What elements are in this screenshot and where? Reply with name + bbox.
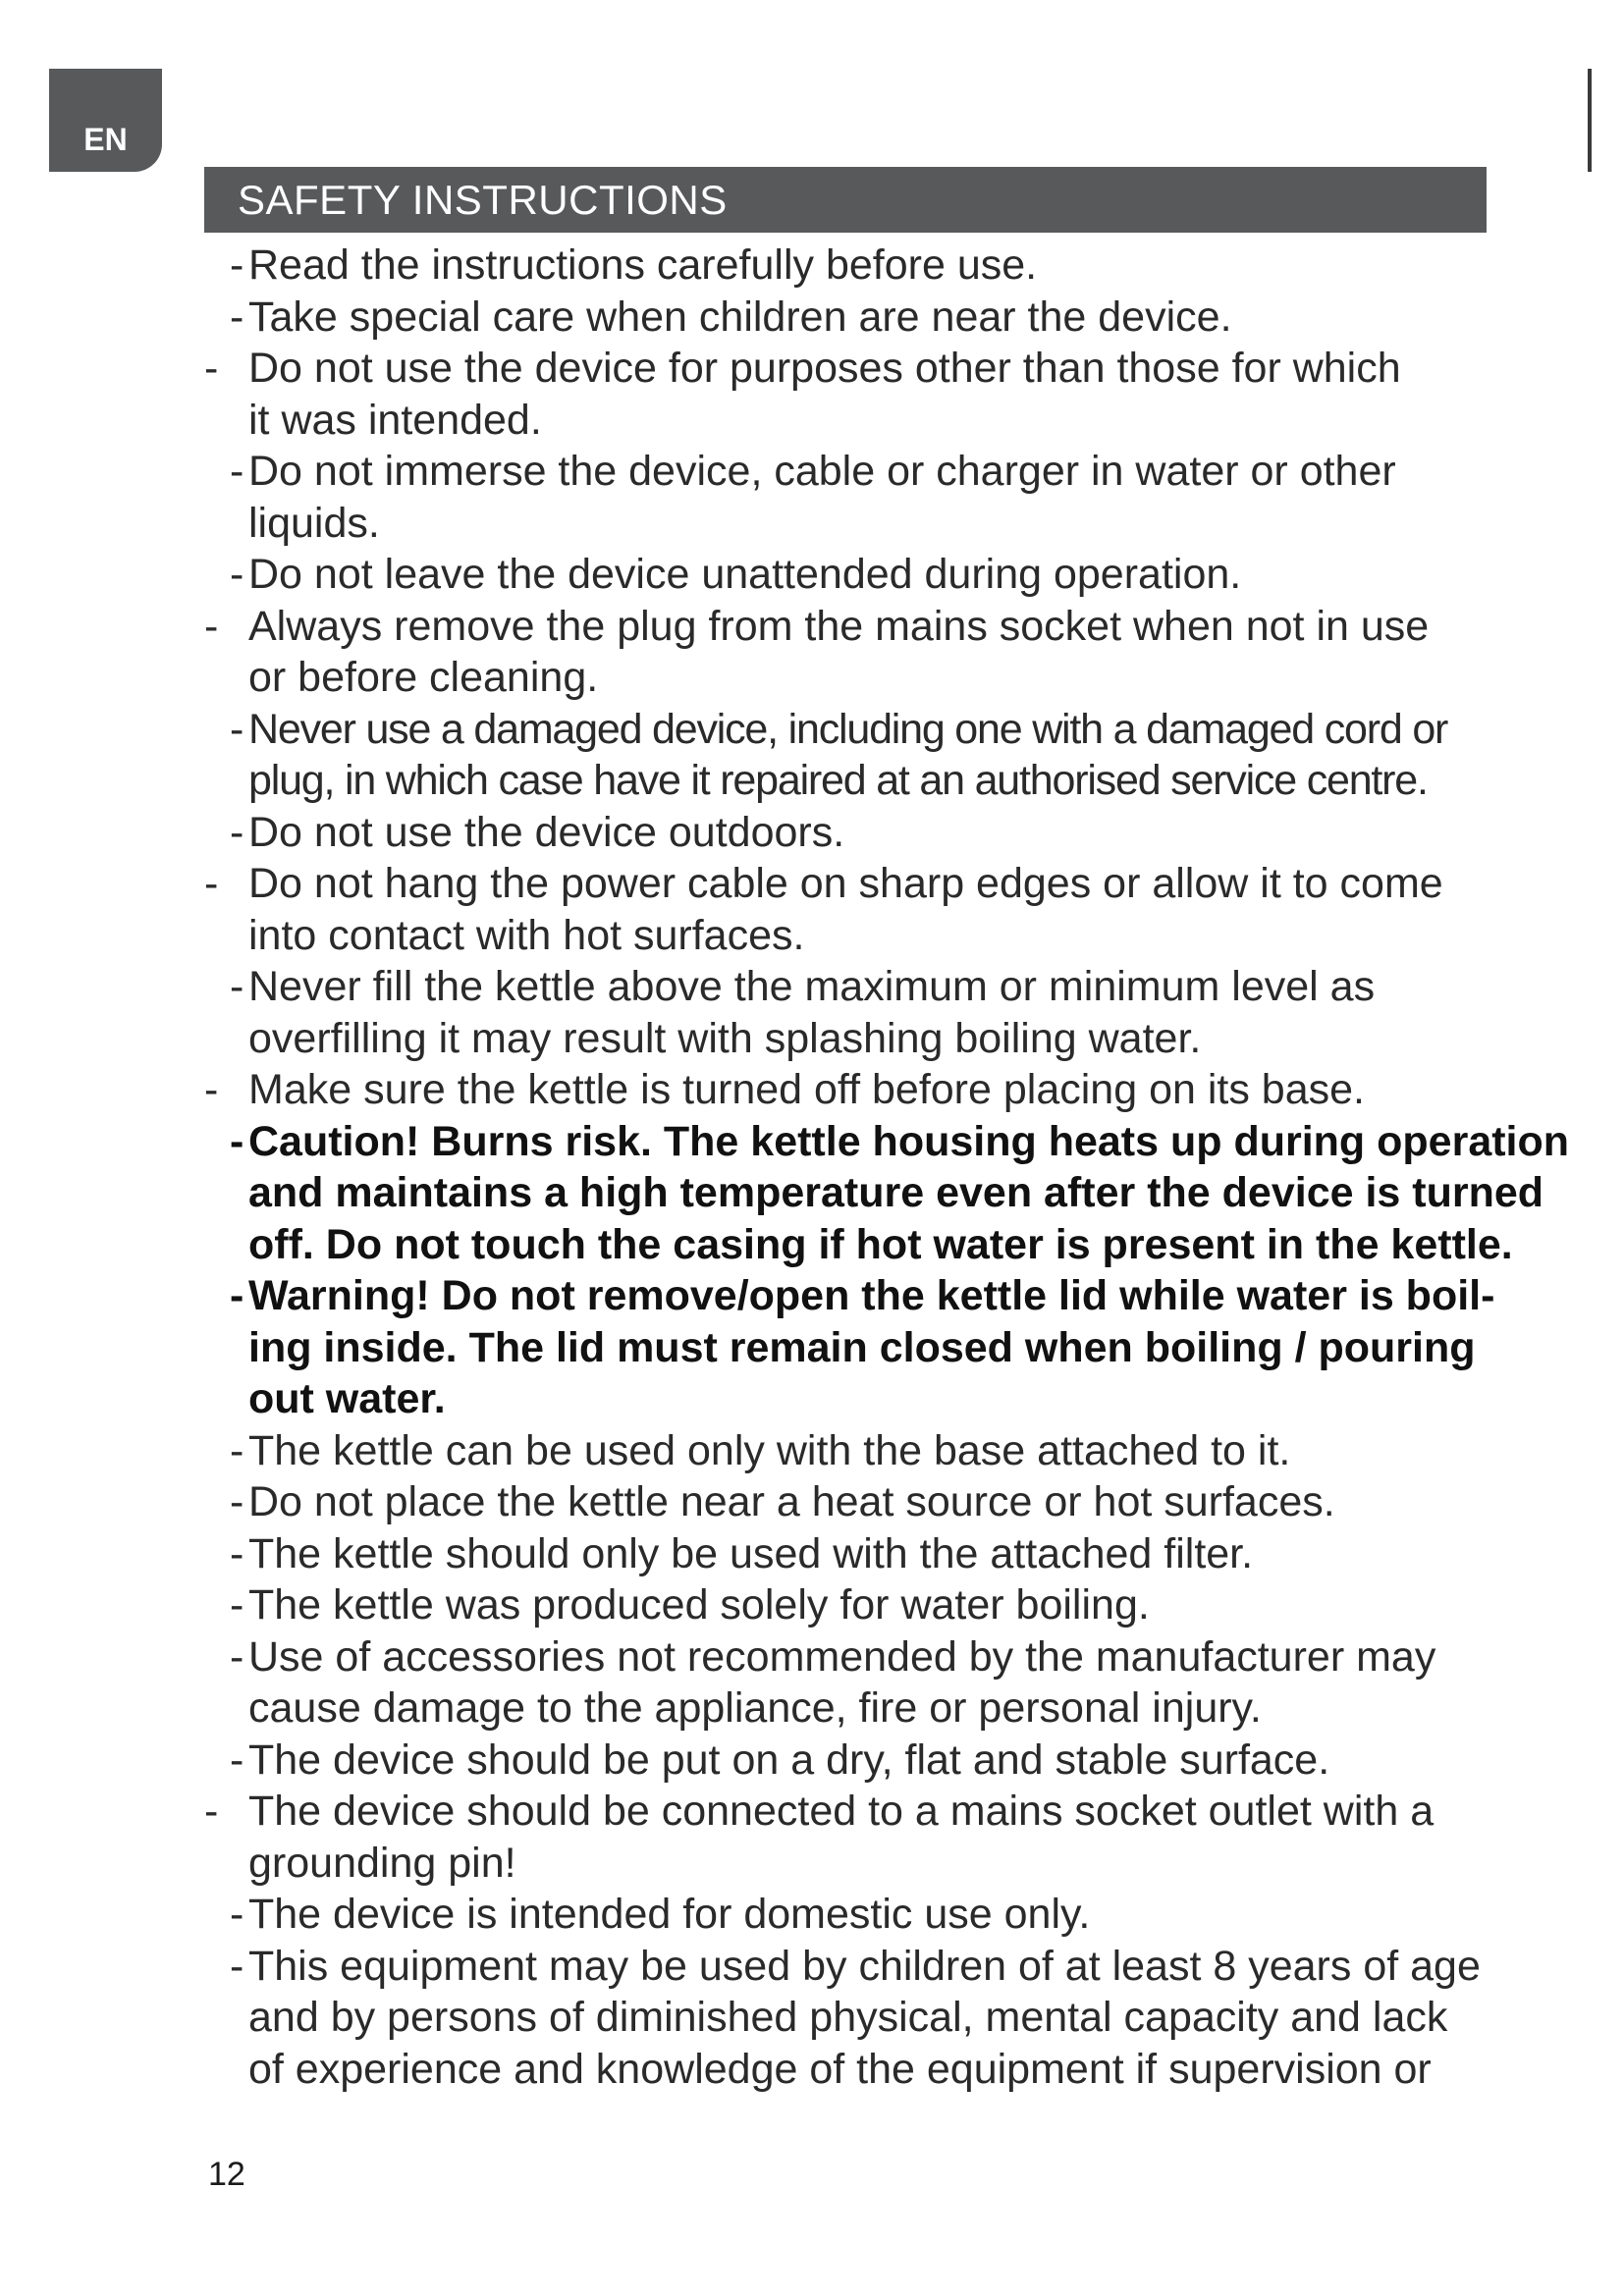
list-item-text	[248, 1631, 1532, 1735]
list-item-text	[248, 549, 1532, 601]
page-number: 12	[208, 2156, 245, 2193]
list-item-line: Never fill the kettle above the maximum or minimum level as	[248, 963, 1376, 1010]
list-item-line: Do not use the device for purposes other than those for which	[248, 345, 1401, 392]
list-item-text	[248, 446, 1532, 549]
bullet-dash: -	[230, 293, 244, 341]
section-title: SAFETY INSTRUCTIONS	[204, 167, 1487, 233]
list-item	[196, 1528, 1532, 1580]
bullet-dash: -	[204, 345, 219, 392]
list-item-text	[248, 240, 1532, 292]
list-item-line: or before cleaning.	[248, 654, 599, 701]
list-item	[196, 961, 1532, 1064]
bullet-dash: -	[230, 1942, 244, 1990]
bullet-dash: -	[230, 1529, 244, 1577]
bullet-dash: -	[230, 241, 244, 289]
list-item-line: out water.	[248, 1375, 446, 1422]
bullet-dash: -	[230, 1426, 244, 1474]
list-item-line: plug, in which case have it repaired at an authorised service centre.	[248, 757, 1428, 804]
list-item	[196, 807, 1532, 859]
list-item-text	[248, 1579, 1532, 1631]
list-item-line: Always remove the plug from the mains socket when not in use	[248, 602, 1430, 650]
list-item	[196, 601, 1532, 704]
list-item	[196, 1941, 1532, 2096]
list-item-line: Make sure the kettle is turned off before placing on its base.	[248, 1066, 1365, 1113]
list-item	[196, 240, 1532, 292]
list-item-text	[248, 1476, 1532, 1528]
list-item-text	[248, 1528, 1532, 1580]
list-item-text	[248, 343, 1532, 446]
bullet-dash: -	[230, 448, 244, 495]
list-item	[196, 549, 1532, 601]
bullet-dash: -	[204, 1788, 219, 1835]
list-item	[196, 446, 1532, 549]
list-item-text	[248, 961, 1532, 1064]
list-item-line: liquids.	[248, 499, 380, 547]
list-item	[196, 1735, 1532, 1787]
bullet-dash: -	[230, 1632, 244, 1681]
bullet-dash: -	[230, 1735, 244, 1784]
right-margin-rule	[1588, 69, 1592, 172]
list-item-line: Caution! Burns risk. The kettle housing heats up during operation	[248, 1117, 1570, 1165]
list-item	[196, 704, 1532, 807]
list-item-line: Do not hang the power cable on sharp edges or allow it to come	[248, 860, 1443, 907]
list-item-line: Do not immerse the device, cable or charger in water or other	[248, 448, 1396, 495]
list-item-text	[248, 1064, 1532, 1116]
list-item-line: off. Do not touch the casing if hot water is present in the kettle.	[248, 1220, 1513, 1268]
list-item	[196, 292, 1532, 344]
list-item	[196, 1889, 1532, 1941]
bullet-dash: -	[230, 551, 244, 598]
bullet-dash: -	[204, 1066, 219, 1113]
list-item-line: Warning! Do not remove/open the kettle lid while water is boil-	[248, 1272, 1495, 1319]
list-item-text	[248, 1116, 1570, 1271]
list-item-line: into contact with hot surfaces.	[248, 911, 805, 959]
list-item-line: The kettle can be used only with the base attached to it.	[248, 1426, 1291, 1474]
bullet-dash: -	[204, 602, 219, 650]
list-item-line: The kettle should only be used with the attached filter.	[248, 1529, 1254, 1577]
list-item-line: ing inside. The lid must remain closed when boiling / pouring	[248, 1323, 1476, 1371]
list-item-line: it was intended.	[248, 396, 542, 444]
list-item-line: grounding pin!	[248, 1839, 516, 1887]
list-item-text	[248, 601, 1532, 704]
list-item-line: The device is intended for domestic use only.	[248, 1891, 1091, 1938]
list-item-text	[248, 1941, 1532, 2096]
list-item-line: Read the instructions carefully before use.	[248, 241, 1038, 289]
list-item-line: of experience and knowledge of the equipment if supervision or	[248, 2045, 1432, 2093]
bullet-dash: -	[230, 1272, 244, 1319]
list-item-line: Do not use the device outdoors.	[248, 808, 845, 856]
list-item-line: and by persons of diminished physical, mental capacity and lack	[248, 1994, 1448, 2041]
list-item-line: The device should be connected to a mains socket outlet with a	[248, 1788, 1435, 1835]
list-item-text	[248, 1425, 1532, 1477]
list-item-text	[248, 1735, 1532, 1787]
list-item-line: This equipment may be used by children of at least 8 years of age	[248, 1942, 1481, 1990]
list-item	[196, 1579, 1532, 1631]
list-item-line: Do not place the kettle near a heat source or hot surfaces.	[248, 1478, 1335, 1525]
list-item	[196, 1064, 1532, 1116]
list-item-text	[248, 704, 1532, 807]
list-item-line: Never use a damaged device, including one with a damaged cord or	[248, 705, 1448, 753]
list-item	[196, 1476, 1532, 1528]
list-item	[196, 1786, 1532, 1889]
list-item-text	[248, 292, 1532, 344]
bullet-dash: -	[230, 1478, 244, 1525]
language-tab: EN	[49, 69, 162, 172]
bullet-dash: -	[230, 1891, 244, 1938]
list-item-text	[248, 1889, 1532, 1941]
list-item-line: overfilling it may result with splashing boiling water.	[248, 1014, 1202, 1062]
bullet-dash: -	[230, 705, 244, 753]
list-item-line: Use of accessories not recommended by the manufacturer may	[248, 1632, 1436, 1681]
bullet-dash: -	[230, 1581, 244, 1629]
list-item	[196, 1631, 1532, 1735]
list-item-line: The device should be put on a dry, flat and stable surface.	[248, 1735, 1330, 1784]
list-item-line: The kettle was produced solely for water boiling.	[248, 1581, 1150, 1629]
list-item-line: and maintains a high temperature even after the device is turned	[248, 1169, 1544, 1216]
bullet-dash: -	[230, 963, 244, 1010]
bullet-dash: -	[230, 808, 244, 856]
list-item-text	[248, 807, 1532, 859]
bullet-dash: -	[204, 860, 219, 907]
list-item-line: cause damage to the appliance, fire or personal injury.	[248, 1684, 1262, 1732]
list-item-text	[248, 1270, 1532, 1425]
list-item	[196, 1116, 1570, 1271]
list-item	[196, 858, 1532, 961]
list-item-text	[248, 858, 1532, 961]
bullet-dash: -	[230, 1117, 244, 1165]
list-item-line: Take special care when children are near the device.	[248, 293, 1232, 341]
safety-instructions-list	[196, 240, 1570, 2095]
list-item-line: Do not leave the device unattended during operation.	[248, 551, 1242, 598]
list-item	[196, 1270, 1532, 1425]
list-item-text	[248, 1786, 1532, 1889]
list-item	[196, 1425, 1532, 1477]
list-item	[196, 343, 1532, 446]
